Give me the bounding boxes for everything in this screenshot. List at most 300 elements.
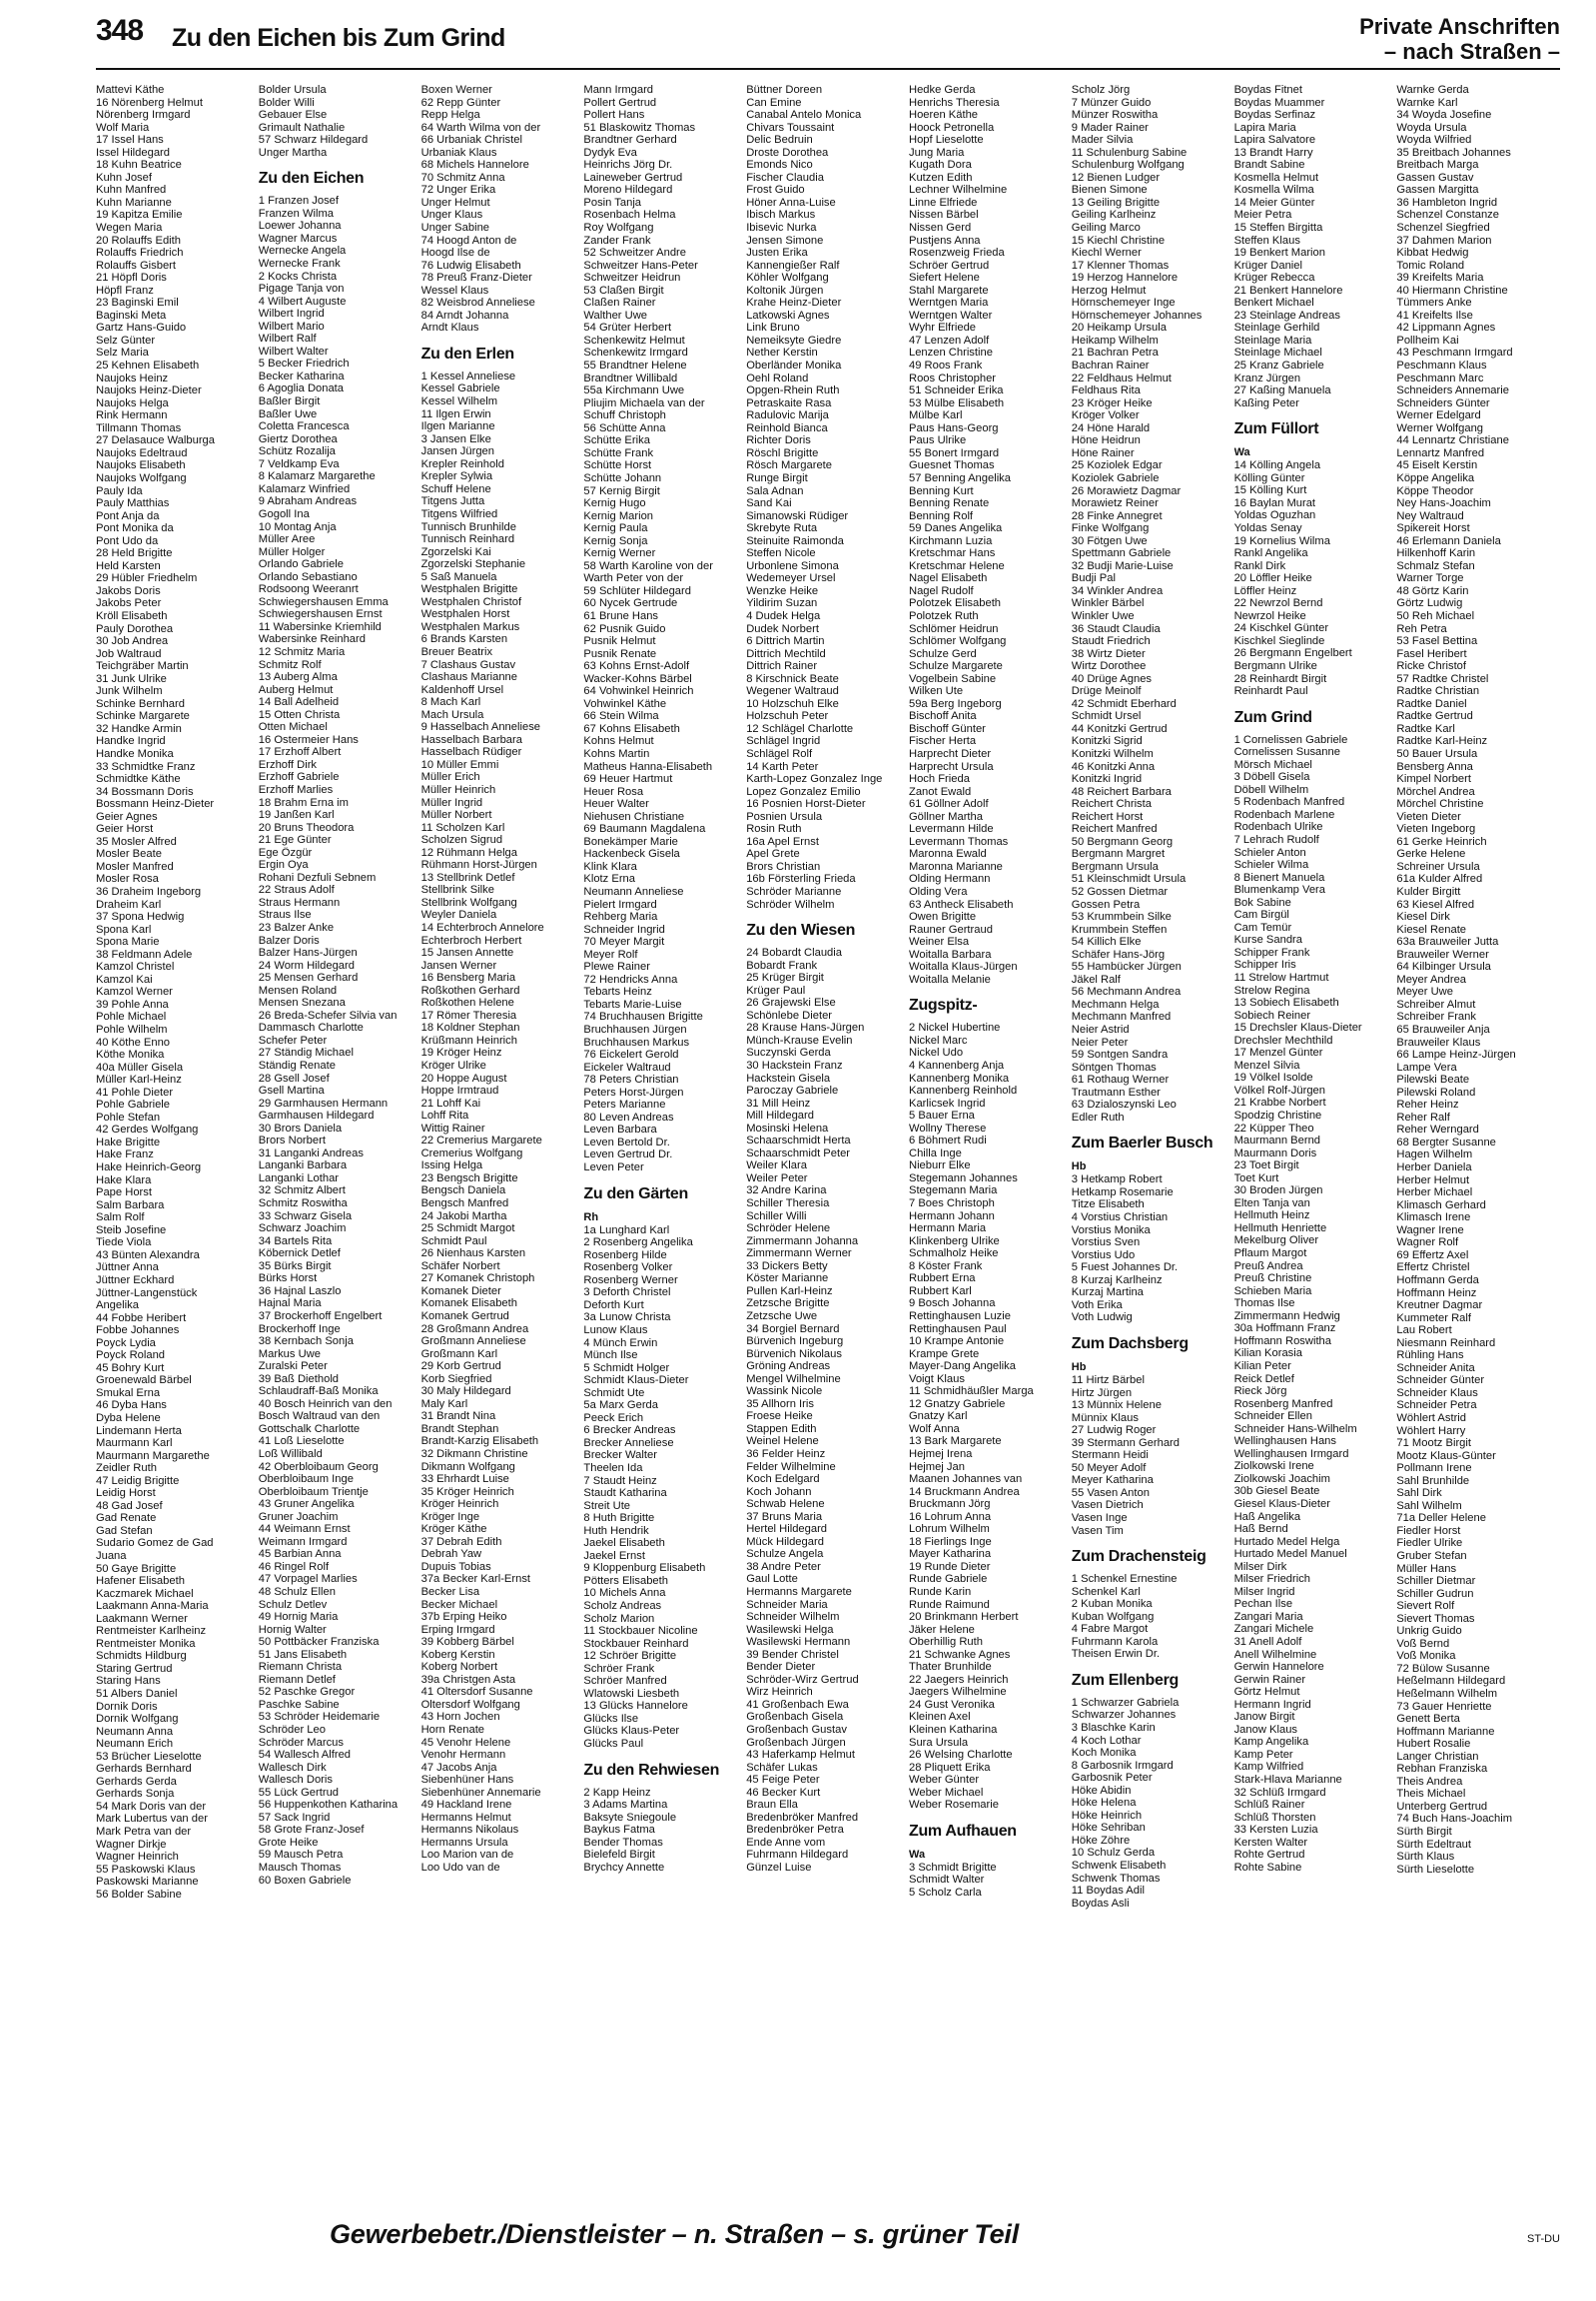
directory-entry: Köppe Theodor — [1396, 484, 1474, 497]
directory-entry: 8 Garbosnik Irmgard — [1071, 1759, 1174, 1772]
directory-entry: Gerhards Sonja — [96, 1788, 175, 1801]
directory-entry: Roßkothen Gerhard — [420, 984, 520, 997]
section-heading — [1359, 14, 1560, 64]
directory-entry: Oltersdorf Wolfgang — [420, 1698, 520, 1711]
directory-entry: Wilken Ute — [908, 685, 964, 698]
directory-entry: 41 Oltersdorf Susanne — [420, 1686, 533, 1699]
directory-entry: Roßkothen Helene — [420, 997, 514, 1010]
directory-entry: Dornik Doris — [96, 1700, 158, 1713]
directory-entry: Draheim Karl — [96, 898, 162, 911]
directory-entry: Kibbat Hedwig — [1396, 247, 1469, 260]
directory-entry: 16b Försterling Frieda — [746, 873, 856, 886]
directory-entry: Reichert Horst — [1071, 810, 1144, 823]
directory-entry: Jüttner Anna — [96, 1261, 159, 1274]
directory-entry: Heinrichs Jörg Dr. — [583, 159, 673, 172]
directory-entry: Brandtner Willibald — [583, 372, 678, 384]
street-heading: Zu den Gärten — [583, 1184, 688, 1202]
directory-entry: 26 Breda-Schefer Silvia van — [258, 1009, 398, 1022]
directory-entry: Paus Hans-Georg — [908, 421, 999, 434]
directory-entry: Linne Elfriede — [908, 196, 978, 209]
directory-entry: Wagner Rolf — [1396, 1236, 1459, 1249]
directory-entry: Claßen Rainer — [583, 297, 656, 310]
directory-entry: 7 Staudt Heinz — [583, 1474, 657, 1487]
directory-entry: 38 Wirtz Dieter — [1071, 647, 1146, 660]
directory-entry: Wagner Dirkje — [96, 1838, 167, 1851]
directory-entry: Pustjens Anna — [908, 234, 981, 247]
directory-entry: Söntgen Thomas — [1071, 1061, 1157, 1074]
directory-entry: 35 Allhorn Iris — [746, 1397, 814, 1410]
directory-entry: Steinuite Raimonda — [746, 534, 844, 547]
directory-entry: Karth-Lopez Gonzalez Inge — [746, 773, 883, 786]
directory-entry: Schneiders Günter — [1396, 396, 1490, 409]
directory-entry: Nieburr Elke — [908, 1159, 971, 1172]
directory-entry: Weinel Helene — [746, 1435, 819, 1448]
directory-entry: 30 Fötgen Uwe — [1071, 534, 1148, 547]
directory-entry: Junk Wilhelm — [96, 685, 163, 698]
directory-entry: 53 Schröder Heidemarie — [258, 1711, 381, 1724]
directory-entry: Petraskaite Rasa — [746, 396, 832, 409]
directory-entry: Kosmella Helmut — [1233, 171, 1319, 184]
directory-entry: Ibisevic Nurka — [746, 222, 817, 235]
directory-entry: Meyer Uwe — [1396, 986, 1453, 999]
directory-entry: Köbernick Detlef — [258, 1247, 341, 1260]
directory-entry: Warnke Karl — [1396, 96, 1458, 109]
directory-entry: Rankl Dirk — [1233, 559, 1286, 572]
directory-entry: Mörchel Andrea — [1396, 785, 1475, 798]
directory-entry: 18 Kuhn Beatrice — [96, 159, 182, 172]
directory-entry: Schwenk Thomas — [1071, 1872, 1161, 1885]
directory-entry: Kiesel Renate — [1396, 923, 1467, 936]
directory-entry: Maronna Marianne — [908, 860, 1003, 873]
directory-entry: Bruckmann Jörg — [908, 1498, 991, 1511]
directory-entry: Zimmermann Hedwig — [1233, 1309, 1340, 1322]
directory-entry: Schneider Hans-Wilhelm — [1233, 1422, 1357, 1435]
directory-entry: Reher Heinz — [1396, 1099, 1459, 1112]
directory-entry: Mensen Snezana — [258, 997, 346, 1010]
directory-entry: Voth Ludwig — [1071, 1311, 1133, 1324]
directory-entry: Cam Birgül — [1233, 909, 1289, 922]
directory-entry: 7 Veldkamp Eva — [258, 457, 340, 470]
directory-entry: 20 Hoppe August — [420, 1072, 507, 1085]
directory-entry: Milser Ingrid — [1233, 1585, 1295, 1598]
directory-entry: 2 Kapp Heinz — [583, 1786, 651, 1799]
directory-entry: Herzog Helmut — [1071, 284, 1147, 297]
directory-entry: Zuralski Peter — [258, 1360, 328, 1373]
directory-entry: Mechmann Helga — [1071, 998, 1160, 1011]
directory-entry: Schiller Willi — [746, 1209, 807, 1222]
directory-entry: Naujoks Heinz-Dieter — [96, 384, 202, 397]
directory-entry: Kretschmar Hans — [908, 547, 996, 560]
directory-entry: Pauly Matthias — [96, 497, 170, 510]
directory-entry: Brauweiler Klaus — [1396, 1036, 1481, 1049]
directory-entry: Baßler Uwe — [258, 407, 318, 420]
directory-entry: Schulz Detlev — [258, 1598, 328, 1611]
directory-entry: Nickel Udo — [908, 1047, 964, 1060]
directory-entry: Rankl Angelika — [1233, 547, 1308, 560]
directory-entry: Sahl Brunhilde — [1396, 1474, 1470, 1487]
directory-entry: Owen Brigitte — [908, 911, 977, 924]
directory-entry: 17 Klenner Thomas — [1071, 259, 1170, 272]
directory-entry: Moreno Hildegard — [583, 184, 673, 197]
directory-entry: Woitalla Barbara — [908, 948, 992, 961]
directory-entry: Cornelissen Susanne — [1233, 746, 1340, 759]
directory-entry: Milser Friedrich — [1233, 1573, 1311, 1586]
directory-entry: 37b Erping Heiko — [420, 1611, 507, 1624]
section-heading-line1: Private Anschriften — [1359, 14, 1560, 39]
directory-entry: Auberg Helmut — [258, 683, 334, 696]
directory-entry: 13 Sobiech Elisabeth — [1233, 997, 1339, 1010]
directory-entry: Döbell Wilhelm — [1233, 783, 1309, 796]
directory-entry: Schweitzer Heidrun — [583, 272, 681, 285]
directory-entry: Konitzki Sigrid — [1071, 735, 1143, 748]
directory-entry: Peeck Erich — [583, 1411, 644, 1424]
directory-entry: 63 Dzialoszynski Leo — [1071, 1099, 1177, 1112]
directory-entry: Schipper Iris — [1233, 959, 1296, 972]
directory-entry: Wyhr Elfriede — [908, 322, 977, 335]
directory-entry: 7 Lehrach Rudolf — [1233, 833, 1319, 846]
directory-entry: Lohrum Wilhelm — [908, 1523, 990, 1536]
directory-entry: Krüger Paul — [746, 984, 806, 997]
directory-entry: Ende Anne vom — [746, 1836, 826, 1849]
directory-entry: Reick Detlef — [1233, 1372, 1294, 1385]
directory-entry: Krüger Daniel — [1233, 259, 1302, 272]
directory-entry: Schwenk Elisabeth — [1071, 1860, 1167, 1872]
directory-entry: Paroczay Gabriele — [746, 1085, 839, 1098]
directory-entry: Blumenkamp Vera — [1233, 884, 1325, 897]
directory-entry: Wolf Anna — [908, 1422, 960, 1435]
directory-entry: Fiedler Ulrike — [1396, 1537, 1463, 1550]
directory-entry: Siebenhüner Hans — [420, 1774, 514, 1787]
directory-entry: Koberg Norbert — [420, 1661, 498, 1674]
street-heading: Zu den Eichen — [258, 170, 365, 188]
directory-entry: Benkert Michael — [1233, 297, 1314, 310]
directory-entry: Hörnschemeyer Johannes — [1071, 309, 1202, 322]
directory-entry: Wolf Maria — [96, 121, 150, 134]
directory-entry: Baßler Birgit — [258, 395, 321, 408]
directory-entry: Haß Angelika — [1233, 1510, 1301, 1523]
directory-entry: 3 Döbell Gisela — [1233, 771, 1310, 784]
directory-entry: Gnatzy Karl — [908, 1410, 968, 1423]
directory-entry: Lau Robert — [1396, 1324, 1452, 1337]
directory-entry: Breuer Beatrix — [420, 645, 493, 658]
directory-entry: 12 Schlägel Charlotte — [746, 722, 854, 735]
directory-entry: 24 Höne Harald — [1071, 421, 1151, 434]
directory-entry: Weiler Peter — [746, 1171, 808, 1184]
directory-entry: 23 Bengsch Brigitte — [420, 1171, 518, 1184]
directory-entry: Morawietz Reiner — [1071, 497, 1159, 510]
directory-entry: Bischoff Günter — [908, 722, 986, 735]
directory-entry: Brandt-Karzig Elisabeth — [420, 1435, 539, 1448]
directory-entry: Nemeiksyte Giedre — [746, 334, 842, 347]
directory-entry: Wallesch Doris — [258, 1774, 333, 1787]
directory-entry: 8 Köster Frank — [908, 1259, 983, 1272]
directory-entry: Rodenbach Marlene — [1233, 808, 1335, 821]
directory-entry: 47 Leidig Brigitte — [96, 1474, 180, 1487]
directory-entry: Maurmann Margarethe — [96, 1449, 210, 1462]
directory-entry: 36 Staudt Claudia — [1071, 622, 1161, 635]
directory-entry: Gerwin Rainer — [1233, 1673, 1306, 1686]
directory-entry: 57 Sack Ingrid — [258, 1811, 331, 1824]
directory-entry: Pollheim Kai — [1396, 334, 1459, 347]
directory-entry: Coletta Francesca — [258, 420, 350, 433]
directory-entry: Schinke Bernhard — [96, 697, 185, 710]
directory-entry: 12 Schmitz Maria — [258, 645, 346, 658]
directory-entry: Tunnisch Brunhilde — [420, 520, 516, 533]
directory-entry: Theis Andrea — [1396, 1775, 1463, 1788]
directory-entry: Kröger Volker — [1071, 409, 1140, 422]
directory-entry: Münch-Krause Evelin — [746, 1034, 853, 1047]
directory-entry: 16 Bensberg Maria — [420, 972, 516, 985]
directory-entry: Brecker Walter — [583, 1449, 657, 1462]
directory-entry: Woyda Wilfried — [1396, 134, 1472, 147]
directory-entry: Schröer Manfred — [583, 1675, 667, 1688]
directory-entry: Stegemann Johannes — [908, 1171, 1018, 1184]
directory-entry: 49 Hackland Irene — [420, 1799, 512, 1812]
directory-entry: Kohns Helmut — [583, 735, 654, 748]
directory-entry: 21 Lohff Kai — [420, 1097, 481, 1110]
directory-entry: Clashaus Marianne — [420, 671, 517, 684]
directory-entry: Ständig Renate — [258, 1060, 336, 1073]
directory-entry: 72 Hendricks Anna — [583, 973, 678, 986]
directory-entry: 14 Ball Adelheid — [258, 696, 340, 709]
directory-entry: Rösch Margarete — [746, 459, 832, 472]
directory-entry: Höke Helena — [1071, 1797, 1137, 1810]
directory-entry: 54 Wallesch Alfred — [258, 1749, 352, 1762]
directory-entry: Rink Hermann — [96, 409, 168, 422]
directory-entry: 78 Preuß Franz-Dieter — [420, 272, 532, 285]
directory-entry: 53 Mülbe Elisabeth — [908, 396, 1005, 409]
directory-entry: Löffler Heinz — [1233, 584, 1297, 597]
directory-entry: 9 Hasselbach Anneliese — [420, 721, 541, 734]
directory-entry: 37 Bruns Maria — [746, 1510, 823, 1523]
directory-entry: 26 Nienhaus Karsten — [420, 1247, 526, 1260]
directory-entry: Kamp Wilfried — [1233, 1761, 1304, 1774]
directory-entry: Nagel Rudolf — [908, 584, 974, 597]
directory-entry: Mayer-Dang Angelika — [908, 1360, 1016, 1373]
directory-entry: Radtke Karl-Heinz — [1396, 735, 1488, 748]
directory-entry: 34 Bossmann Doris — [96, 785, 194, 798]
directory-entry: Canabal Antelo Monica — [746, 109, 862, 122]
directory-entry: Jaegers Wilhelmine — [908, 1686, 1007, 1699]
directory-entry: Kröll Elisabeth — [96, 609, 168, 622]
directory-entry: Reinhardt Paul — [1233, 685, 1308, 698]
directory-entry: 29 Garmhausen Hermann — [258, 1097, 389, 1110]
directory-entry: Spona Marie — [96, 936, 160, 949]
directory-entry: 12 Schröer Brigitte — [583, 1650, 677, 1663]
street-heading: Zum Aufhauen — [908, 1822, 1017, 1840]
directory-entry: Edler Ruth — [1071, 1111, 1125, 1124]
directory-entry: 40a Müller Gisela — [96, 1061, 184, 1074]
directory-entry: Schenkewitz Helmut — [583, 334, 685, 347]
directory-entry: 6 Dittrich Martin — [746, 635, 825, 648]
directory-entry: Staudt Katharina — [583, 1487, 667, 1500]
directory-entry: Ricke Christof — [1396, 660, 1467, 673]
directory-entry: Drüge Meinolf — [1071, 685, 1142, 698]
directory-entry: Felder Wilhelmine — [746, 1460, 836, 1473]
directory-entry: Peschmann Klaus — [1396, 360, 1487, 373]
directory-entry: Maly Karl — [420, 1397, 468, 1410]
directory-entry: Nagel Elisabeth — [908, 572, 988, 585]
directory-entry: 9 Mader Rainer — [1071, 121, 1149, 134]
directory-entry: Sahl Wilhelm — [1396, 1499, 1462, 1512]
directory-entry: 23 Steinlage Andreas — [1233, 309, 1340, 322]
directory-entry: Schneiders Annemarie — [1396, 384, 1509, 397]
directory-entry: Job Waltraud — [96, 647, 162, 660]
directory-entry: 53 Brücher Lieselotte — [96, 1750, 202, 1763]
directory-entry: Naujoks Helga — [96, 396, 169, 409]
directory-columns — [96, 84, 1560, 2201]
directory-entry: Gogoll Ina — [258, 507, 310, 520]
directory-entry: Winkler Bärbel — [1071, 597, 1145, 610]
directory-entry: Rentmeister Monika — [96, 1637, 196, 1650]
directory-entry: 9 Kloppenburg Elisabeth — [583, 1562, 706, 1575]
directory-entry: Kalamarz Winfried — [258, 482, 351, 495]
directory-entry: Stellbrink Wolfgang — [420, 896, 517, 909]
directory-entry: Orlando Gabriele — [258, 558, 344, 571]
directory-entry: Juana — [96, 1549, 127, 1562]
directory-entry: Schuff Christoph — [583, 409, 666, 422]
directory-entry: Wilbert Mario — [258, 320, 325, 333]
directory-entry: Hörnschemeyer Inge — [1071, 297, 1176, 310]
directory-entry: Hubert Rosalie — [1396, 1738, 1471, 1751]
directory-entry: 33 Dickers Betty — [746, 1259, 828, 1272]
directory-entry: 64 Warth Wilma von der — [420, 121, 541, 134]
directory-entry: Klotz Erna — [583, 873, 636, 886]
directory-entry: Weiler Klara — [746, 1159, 807, 1172]
directory-entry: Koch Edelgard — [746, 1473, 820, 1486]
directory-entry: Koltonik Jürgen — [746, 284, 824, 297]
directory-entry: Schulze Gerd — [908, 647, 977, 660]
directory-entry: Neumann Anneliese — [583, 886, 684, 898]
directory-entry: Unkrig Guido — [1396, 1625, 1462, 1638]
directory-entry: 16 Nörenberg Helmut — [96, 96, 203, 109]
directory-entry: 22 Straus Adolf — [258, 884, 335, 897]
directory-entry: 27 Komanek Christoph — [420, 1272, 535, 1285]
directory-entry: Schenzel Constanze — [1396, 209, 1499, 222]
directory-entry: 26 Welsing Charlotte — [908, 1749, 1013, 1762]
directory-entry: Vasen Dietrich — [1071, 1499, 1144, 1512]
directory-entry: 57 Schwarz Hildegard — [258, 134, 369, 147]
directory-entry: 28 Finke Annegret — [1071, 509, 1163, 522]
directory-entry: Franzen Wilma — [258, 207, 335, 220]
directory-entry: Lindemann Herta — [96, 1424, 182, 1437]
directory-entry: Boxen Werner — [420, 84, 492, 96]
directory-entry: 59 Mausch Petra — [258, 1849, 344, 1862]
directory-entry: Holzschuh Peter — [746, 710, 829, 723]
directory-entry: Straus Hermann — [258, 896, 341, 909]
directory-entry: Konitzki Ingrid — [1071, 773, 1143, 786]
directory-entry: Schröder Helene — [746, 1222, 831, 1235]
directory-entry: Pflaum Margot — [1233, 1247, 1307, 1260]
directory-entry: Müller Holger — [258, 545, 326, 558]
directory-entry: Bender Thomas — [583, 1836, 663, 1849]
directory-entry: Scholzen Sigrud — [420, 834, 503, 847]
directory-entry: Wlatowski Liesbeth — [583, 1687, 680, 1700]
directory-entry: Geier Horst — [96, 823, 154, 836]
directory-entry: Baykus Fatma — [583, 1824, 655, 1837]
directory-entry: Stark-Hlava Marianne — [1233, 1774, 1342, 1786]
directory-entry: Zgorzelski Stephanie — [420, 558, 526, 571]
directory-entry: Benning Rolf — [908, 509, 974, 522]
directory-entry: 14 Meier Günter — [1233, 196, 1315, 209]
directory-entry: Gartz Hans-Guido — [96, 322, 187, 335]
directory-entry: 38 Andre Peter — [746, 1560, 821, 1573]
directory-entry: 45 Venohr Helene — [420, 1736, 511, 1749]
directory-entry: Niesmann Reinhard — [1396, 1336, 1496, 1349]
directory-entry: Apel Grete — [746, 848, 800, 861]
directory-entry: Wabersinke Reinhard — [258, 633, 366, 646]
directory-entry: Schwarzer Johannes — [1071, 1709, 1177, 1722]
directory-entry: Salm Rolf — [96, 1211, 145, 1224]
directory-entry: Pont Udo da — [96, 534, 159, 547]
directory-entry: 17 Menzel Günter — [1233, 1047, 1323, 1060]
directory-entry: 71 Mootz Birgit — [1396, 1437, 1471, 1450]
directory-entry: Wagner Marcus — [258, 232, 338, 245]
directory-entry: Schreiber Frank — [1396, 1011, 1476, 1024]
directory-entry: 19 Völkel Isolde — [1233, 1072, 1313, 1085]
directory-entry: Wessel Klaus — [420, 284, 489, 297]
directory-entry: Balzer Doris — [258, 934, 320, 947]
directory-entry: Brandt Stephan — [420, 1422, 499, 1435]
directory-entry: Zangari Michele — [1233, 1623, 1314, 1636]
directory-entry: Cremerius Wolfgang — [420, 1147, 523, 1159]
directory-entry: Rosenberg Manfred — [1233, 1397, 1333, 1410]
directory-entry: 33 Ehrhardt Luise — [420, 1473, 509, 1486]
directory-entry: Balzer Hans-Jürgen — [258, 947, 358, 960]
directory-entry: Westphalen Horst — [420, 608, 510, 621]
directory-entry: Titgens Jutta — [420, 495, 485, 508]
directory-entry: Voß Monika — [1396, 1650, 1456, 1663]
directory-entry: Guesnet Thomas — [908, 459, 995, 472]
directory-entry: 21 Schwanke Agnes — [908, 1648, 1011, 1661]
directory-entry: Handke Ingrid — [96, 735, 166, 748]
directory-entry: Simanowski Rüdiger — [746, 509, 849, 522]
directory-entry: Geiling Karlheinz — [1071, 209, 1157, 222]
directory-entry: 19 Runde Dieter — [908, 1560, 991, 1573]
directory-entry: 34 Winkler Andrea — [1071, 584, 1164, 597]
directory-entry: Brors Christian — [746, 860, 821, 873]
directory-entry: Repp Helga — [420, 109, 480, 122]
directory-entry: 40 Bosch Heinrich van den — [258, 1397, 393, 1410]
section-heading-line2: – nach Straßen – — [1383, 39, 1560, 64]
directory-entry: Weimann Irmgard — [258, 1535, 348, 1548]
directory-entry: Markus Uwe — [258, 1347, 321, 1360]
directory-entry: 12 Bienen Ludger — [1071, 171, 1161, 184]
directory-entry: 35 Breitbach Johannes — [1396, 146, 1511, 159]
directory-entry: 8 Mach Karl — [420, 696, 481, 709]
directory-entry: 11 Scholzen Karl — [420, 821, 505, 834]
directory-entry: 7 Clashaus Gustav — [420, 658, 516, 671]
directory-entry: Skrebyte Ruta — [746, 522, 818, 535]
directory-entry: Dammasch Charlotte — [258, 1022, 364, 1035]
directory-entry: Schmidt Paul — [420, 1234, 487, 1247]
directory-entry: Sievert Thomas — [1396, 1612, 1475, 1625]
directory-entry: Harprecht Dieter — [908, 747, 992, 760]
directory-entry: Schneider Wilhelm — [746, 1611, 840, 1624]
directory-entry: Pollmann Irene — [1396, 1462, 1472, 1475]
directory-entry: Reichert Christa — [1071, 798, 1152, 811]
directory-entry: Hermanns Margarete — [746, 1585, 852, 1598]
directory-entry: 15 Kiechl Christine — [1071, 234, 1166, 247]
directory-entry: Kernig Marion — [583, 509, 654, 522]
directory-entry: 27 Ständig Michael — [258, 1047, 354, 1060]
directory-entry: 31 Langanki Andreas — [258, 1147, 364, 1159]
directory-entry: Tebarts Marie-Luise — [583, 998, 682, 1011]
directory-entry: 39 Baß Diethold — [258, 1372, 340, 1385]
directory-entry: 14 Echterbroch Annelore — [420, 922, 544, 934]
directory-entry: 49 Roos Frank — [908, 360, 983, 373]
directory-entry: Schlägel Rolf — [746, 747, 813, 760]
